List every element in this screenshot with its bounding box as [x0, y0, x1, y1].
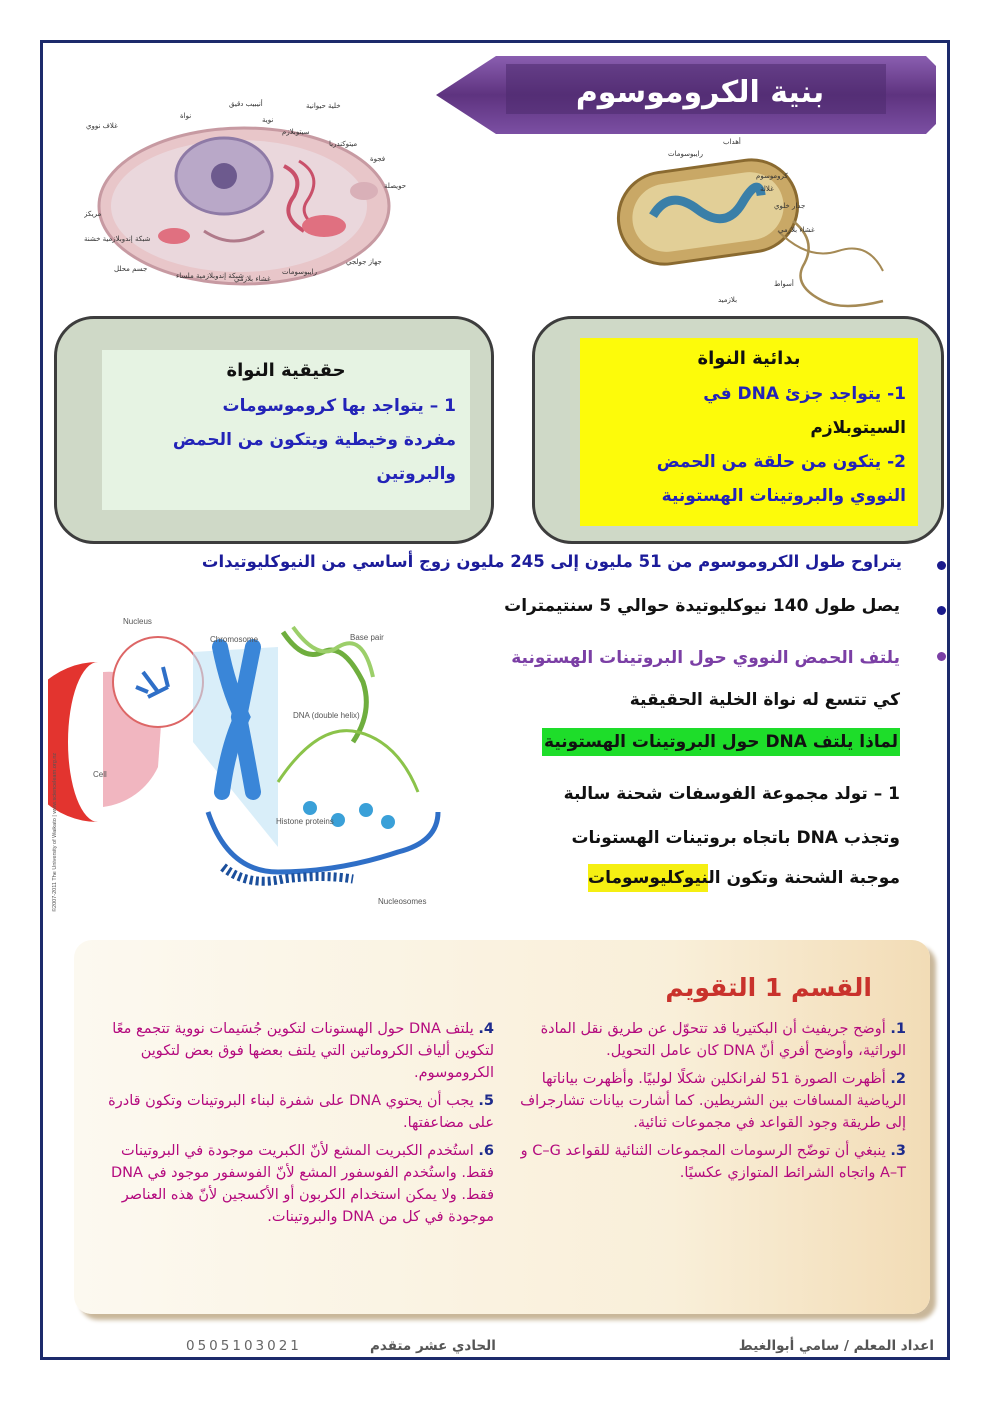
item-number: 6. [478, 1143, 494, 1159]
dna-label: Chromosome [210, 635, 259, 644]
answer-text: موجبة الشحنة وتكون ال [708, 868, 900, 888]
cell-label: شبكة إندوبلازمية ملساء [176, 272, 244, 280]
dna-chromosome-diagram [48, 612, 478, 912]
nucleosome-highlight: نيوكليوسومات [588, 864, 708, 892]
dna-label: Nucleus [123, 617, 152, 626]
answer-line [588, 868, 900, 888]
item-number: 3. [890, 1143, 906, 1159]
dna-label: Nucleosomes [378, 897, 427, 906]
cell-label: سيتوبلازم [282, 128, 310, 136]
cell-label: غشاء بلازمي [234, 275, 271, 283]
evaluation-right-column [518, 1018, 906, 1190]
evaluation-item [98, 1018, 494, 1084]
eukaryote-line: مفردة وخيطية ويتكون من الحمض [172, 430, 456, 450]
cell-label: أنيبيب دقيق [229, 100, 263, 108]
cell-label: مريكز [84, 210, 102, 218]
cell-label: جسم محلل [114, 265, 148, 273]
eukaryote-line: والبروتين [376, 464, 456, 484]
cell-label: حويصلة [384, 182, 407, 190]
footer-teacher: اعداد المعلم / سامي أبوالغيط [738, 1338, 934, 1354]
bullet [937, 561, 946, 570]
cell-label: ميتوكندريا [329, 140, 358, 148]
item-number: 2. [890, 1071, 906, 1087]
item-number: 5. [478, 1093, 494, 1109]
chromosome-length-fact: يتراوح طول الكروموسوم من 51 مليون إلى 245 مليون زوج أساسي من النيوكليوتيدات [201, 552, 902, 571]
eukaryote-panel [102, 350, 470, 510]
answer-line: 1 – تولد مجموعة الفوسفات شحنة سالبة [563, 784, 900, 804]
dna-label: DNA (double helix) [293, 711, 360, 720]
cell-label: غلاف نووي [86, 122, 118, 130]
wrap-fact: يلتف الحمض النووي حول البروتينات الهستونية [511, 648, 900, 668]
cell-label: نواة [180, 112, 192, 120]
animal-cell-diagram [84, 96, 434, 296]
bacteria-label: جدار خلوي [774, 202, 806, 210]
prokaryote-line: النووي والبروتينات الهستونية [661, 486, 906, 506]
item-number: 1. [890, 1021, 906, 1037]
bacteria-label: أسواط [774, 280, 794, 288]
prokaryote-title: بدائية النواة [697, 348, 801, 369]
evaluation-item [518, 1068, 906, 1134]
question-line: لماذا يلتف DNA حول البروتينات الهستونية [542, 728, 900, 756]
bacteria-label: رايبوسومات [668, 150, 703, 158]
dna-label: Base pair [350, 633, 384, 642]
bullet [937, 606, 946, 615]
footer-phone: 0505103021 [186, 1338, 302, 1354]
bacteria-label: غشاء بلازمي [778, 226, 815, 234]
item-text: أظهرت الصورة 51 لفرانكلين شكلًا لولبيًا. وأظهرت بياناتها الرياضية المسافات بين الشريطين. كما أشارت بيانات تشارجراف إلى طريقة وجود القواعد في مجموعات ثنائية. [520, 1071, 906, 1131]
cell-label: جهاز جولجي [346, 258, 382, 266]
dna-label: Histone proteins [276, 817, 334, 826]
evaluation-item [518, 1018, 906, 1062]
eukaryote-line: 1 – يتواجد بها كروموسومات [222, 396, 456, 416]
prokaryote-line: 1- يتواجد جزئ DNA في [703, 384, 906, 404]
answer-line: وتجذب DNA باتجاه بروتينات الهستونات [571, 828, 900, 848]
item-text: ينبغي أن توضّح الرسومات المجموعات الثنائية للقواعد C–G و A–T واتجاه الشرائط المتوازي عكسيًا. [520, 1143, 906, 1181]
fit-fact: كي تتسع له نواة الخلية الحقيقية [629, 690, 900, 710]
item-text: يلتف DNA حول الهستونات لتكوين جُسَيمات نووية تتجمع معًا لتكوين ألياف الكروماتين التي يلتف بعضها فوق بعض لتكوين الكروموسوم. [112, 1021, 494, 1081]
eukaryote-title: حقيقية النواة [226, 360, 346, 381]
bacteria-diagram [578, 136, 890, 312]
nucleotide-fact: يصل طول 140 نيوكليوتيدة حوالي 5 سنتيمترات [504, 596, 900, 616]
bacteria-label: بلازميد [718, 296, 738, 304]
evaluation-title: القسم 1 التقويم [665, 973, 872, 1002]
item-text: استُخدم الكبريت المشع لأنّ الكبريت موجودة في البروتينات فقط. واستُخدم الفوسفور المشع لأنّ الفوسفور موجود في DNA فقط. ولا يمكن استخدام الكربون أو الأكسجين لأنّ هذه العناصر موجودة في كل من DNA والبروتينات. [110, 1143, 494, 1225]
cell-label: رايبوسومات [282, 268, 317, 276]
footer-grade: الحادي عشر متقدم [370, 1338, 496, 1354]
cell-label: نوية [262, 116, 274, 124]
cell-label: شبكة إندوبلازمية خشنة [84, 235, 151, 243]
prokaryote-line: 2- يتكون من حلقة من الحمض [656, 452, 906, 472]
cell-label: فجوة [370, 155, 386, 163]
bullet [937, 652, 946, 661]
item-text: يجب أن يحتوي DNA على شفرة لبناء البروتينات وتكون قادرة على مضاعفتها. [108, 1093, 494, 1131]
cell-label: خلية حيوانية [306, 102, 341, 110]
evaluation-item [98, 1140, 494, 1228]
evaluation-item [98, 1090, 494, 1134]
bacteria-label: غلالة [760, 185, 774, 193]
prokaryote-panel [580, 338, 918, 526]
page-title: بنية الكروموسوم [575, 74, 825, 110]
diagram-credit: ©2007-2011 The University of Waikato | www.sciencelearn.org.nz [52, 752, 58, 912]
evaluation-left-column [98, 1018, 494, 1234]
bacteria-label: أهداب [723, 138, 741, 146]
item-number: 4. [478, 1021, 494, 1037]
prokaryote-line: السيتوبلازم [810, 418, 906, 438]
dna-label: Cell [93, 770, 107, 779]
item-text: أوضح جريفيث أن البكتيريا قد تتحوّل عن طريق نقل المادة الوراثية، وأوضح أفري أنّ DNA كان عامل التحويل. [540, 1021, 906, 1059]
bacteria-label: كروموسوم [756, 172, 788, 180]
evaluation-item [518, 1140, 906, 1184]
